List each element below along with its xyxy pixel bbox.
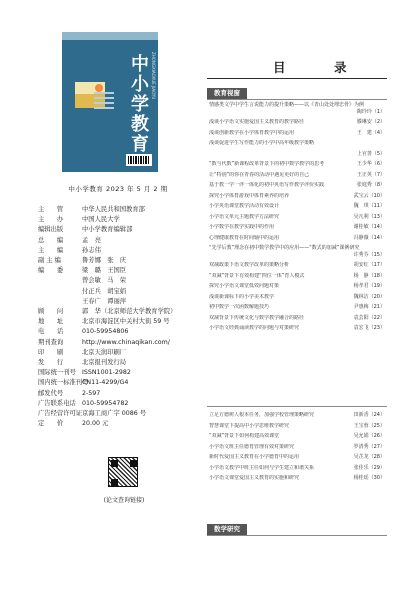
magazine-cover <box>62 32 158 172</box>
info-value: 中国人民大学 <box>82 216 120 224</box>
info-row <box>38 236 208 246</box>
toc-item[interactable] <box>209 193 387 200</box>
info-row <box>38 246 208 256</box>
info-value: 010-59954782 <box>82 399 129 407</box>
info-value: 北京天润印刷厂 <box>82 348 127 356</box>
cover-top-band <box>62 32 158 40</box>
toc-item-author-page: 袁宏飞（23） <box>353 325 385 331</box>
toc-item-title: 浅谈促进学生写作能力的小学中高年级教学策略 <box>209 140 315 146</box>
toc-item-title: “双减”背景下如何构建高效课堂 <box>209 433 280 439</box>
info-label: 编辑出版 <box>38 226 64 234</box>
info-label: 电 话 <box>38 328 64 336</box>
info-label: 期刊查询 <box>38 338 64 346</box>
toc-item[interactable] <box>209 172 387 179</box>
info-row <box>38 297 208 307</box>
info-row <box>38 389 208 399</box>
toc-item[interactable] <box>209 304 387 311</box>
toc-item-title: 浅谈创新教学在小学体育教学中的运用 <box>209 129 295 136</box>
cover-title: 中小学教育 <box>128 54 149 154</box>
toc-item-title: 小学语文班主任德育管理有效对策研究 <box>209 443 295 450</box>
info-label: 主 编 <box>38 246 64 254</box>
toc-item[interactable] <box>209 245 387 258</box>
toc-item-author-page: 谢桂敏（14） <box>353 224 385 230</box>
info-value: 中华人民共和国教育部 <box>82 206 145 213</box>
info-row <box>38 317 208 327</box>
info-value: 京海工商广字 0086 号 <box>82 410 147 418</box>
toc-item-author-page: 杨 静（18） <box>353 272 385 279</box>
cover-pinyin: ZHONGXIAOXUE JIAOYU <box>151 52 156 100</box>
toc-item[interactable] <box>209 130 387 137</box>
toc-item-title: 双减政策下语文教学改革的策略分析 <box>209 262 290 268</box>
toc-item-title: “数与代数”新课程改革背景下的初中数学教学的思考 <box>209 161 325 167</box>
toc-item-author-page: 魏 琪（11） <box>353 203 385 209</box>
toc-item-author-page: 许秀芬（15） <box>353 251 385 258</box>
toc-item-author-page: 袁芸阳（22） <box>353 314 385 321</box>
info-value: http://www.chinaqikan.com/ <box>82 338 170 346</box>
cover-text-lines <box>94 92 114 112</box>
info-row <box>38 348 208 358</box>
toc-item-author-page: 魏林洁（20） <box>353 293 385 300</box>
toc-item[interactable] <box>209 182 387 189</box>
publication-info <box>38 205 208 429</box>
toc-top-rule <box>207 78 387 79</box>
toc-item-title: 基于教一学一评一体化的初中英语写作教学评价实践 <box>209 182 325 188</box>
info-label: 国内统一标准刊号 <box>38 379 89 387</box>
info-row <box>38 205 208 215</box>
toc-item-author-page: 杨孝君（19） <box>353 283 385 289</box>
toc-item-title: “先学后教”理念在初中数学教学中的应用——“数式的加减”课例研究 <box>209 245 360 251</box>
toc-list-education-window <box>209 102 387 332</box>
info-row <box>38 399 208 409</box>
info-label: 发 行 <box>38 359 64 367</box>
toc-item-title: 小学语文单元主题教学方法研究 <box>209 213 280 220</box>
info-row <box>38 225 208 235</box>
toc-item[interactable] <box>209 161 387 168</box>
toc-item-author-page: 王正英（7） <box>356 171 385 178</box>
info-label: 广告联系电话 <box>38 399 76 407</box>
info-row <box>38 215 208 225</box>
toc-item-author-page: 滕琳安（2） <box>356 119 385 125</box>
toc-item[interactable] <box>209 283 387 290</box>
info-value: 2-597 <box>82 389 101 397</box>
toc-item-title: 小学语文经典诵读教学的问题与对策研究 <box>209 325 300 331</box>
toc-item-author-page: 王宝蓉（25） <box>353 422 385 429</box>
toc-list-teaching-management <box>209 412 387 482</box>
info-label <box>38 287 82 297</box>
info-value: 北京报刊发行局 <box>82 359 127 367</box>
toc-item-title: 小学语文教学中班主任如何与学生建立和谐关系 <box>209 464 315 471</box>
toc-item-author-page: 吴芷龙（28） <box>353 454 385 460</box>
qr-code[interactable] <box>108 457 138 487</box>
toc-item-title: 情感类文学中学生言说能力的提升策略——以《青山处处埋忠骨》为例 <box>209 102 365 108</box>
toc-item-author-page <box>385 140 387 147</box>
info-row <box>38 338 208 348</box>
info-row <box>38 378 208 388</box>
toc-item-author-page: 吴允娟（26） <box>353 433 385 439</box>
info-label <box>38 297 82 307</box>
toc-item-title: 新时代爱国主义教育在小学德育中的运用 <box>209 454 300 460</box>
toc-item-title: 立足方德树人根本任务，加强学校管理策略研究 <box>209 412 315 418</box>
qr-caption: (论文查询链接) <box>103 497 145 504</box>
toc-item-author-page: 吴凡利（13） <box>353 213 385 220</box>
toc-item[interactable] <box>209 325 387 332</box>
toc-item[interactable] <box>209 262 387 269</box>
toc-item[interactable] <box>209 151 387 158</box>
info-value: 王春广 谭丽萍 <box>82 297 127 305</box>
info-row <box>38 287 208 297</box>
info-label: 编 委 <box>38 267 64 275</box>
info-row <box>38 276 208 286</box>
toc-item[interactable] <box>209 273 387 280</box>
info-value: 鲁芳娜 张 庆 <box>82 257 127 265</box>
toc-item-title: 小学英语课堂教学活动有效设计 <box>209 203 280 209</box>
info-label: 广告经营许可证 <box>38 410 83 418</box>
toc-title: 目 录 <box>273 60 365 75</box>
toc-item[interactable] <box>209 224 387 231</box>
info-label <box>38 276 82 286</box>
info-row <box>38 327 208 337</box>
info-value: 郭 华（北京师范大学教育学院） <box>82 308 177 316</box>
toc-item-title: 浅谈新课标下的小学美术教学 <box>209 293 275 300</box>
toc-item-title: 浅谈小学语文实施爱国主义教育的教学路径 <box>209 119 305 125</box>
toc-item-author-page: 陶玲玲（1） <box>356 108 385 115</box>
toc-item-title: 探究小学体育游戏中体育素养的培养 <box>209 192 290 199</box>
info-row <box>38 419 208 429</box>
section-header-education-window: 教育视窗 <box>207 88 247 99</box>
info-label: 邮发代号 <box>38 389 64 397</box>
toc-item-title: 让“特别”的你在青春的活动中遇见更好的自己 <box>209 171 310 178</box>
issue-caption: 中小学教育 2023 年 5 月 2 期 <box>68 185 168 193</box>
toc-item[interactable] <box>209 423 387 430</box>
toc-item[interactable] <box>209 235 387 242</box>
toc-item-author-page: 田新香（24） <box>353 412 385 418</box>
toc-item-author-page: 上官善（5） <box>356 150 385 157</box>
toc-item[interactable] <box>209 475 387 482</box>
info-row <box>38 266 208 276</box>
info-value: 010-59954806 <box>82 328 129 336</box>
info-value: 梁 璐 王国臣 <box>82 267 127 275</box>
toc-item-author-page: 罗清秀（27） <box>353 443 385 450</box>
toc-item[interactable] <box>209 203 387 210</box>
info-value: 北京市海淀区中关村大街 59 号 <box>82 318 170 326</box>
info-value: 孟 亮 <box>82 236 101 244</box>
toc-item-author-page: 张佳乐（29） <box>353 464 385 471</box>
info-value: 孙志伟 <box>82 246 101 254</box>
toc-item[interactable] <box>209 444 387 451</box>
toc-item-author-page: 尹惠梅（21） <box>353 304 385 310</box>
toc-item-author-page: 张庭秀（8） <box>356 182 385 188</box>
info-label: 定 价 <box>38 420 64 428</box>
toc-item[interactable] <box>209 465 387 472</box>
info-value: 20.00 元 <box>82 420 109 428</box>
info-label: 顾 问 <box>38 308 64 316</box>
toc-item-author-page: 王少华（6） <box>356 161 385 167</box>
section-header-math-research: 数学研究 <box>207 524 247 535</box>
info-value: CN11-4299/G4 <box>82 379 129 387</box>
info-label: 主 办 <box>38 216 64 224</box>
toc-item[interactable] <box>209 315 387 322</box>
toc-item[interactable] <box>209 294 387 301</box>
toc-item-author-page: 武宝云（10） <box>353 192 385 199</box>
info-value: 付正兵 胡宝娟 <box>82 287 127 295</box>
toc-item-title: 心理健康教育在时间轴中的运用 <box>209 234 280 241</box>
info-label: 总 编 <box>38 236 64 244</box>
info-row <box>38 307 208 317</box>
info-label: 主 管 <box>38 206 64 213</box>
section-rule <box>207 535 387 536</box>
toc-item-author-page: 胡安红（17） <box>353 262 385 268</box>
info-row <box>38 358 208 368</box>
toc-item-title: 小学数学在教学实践中的作用 <box>209 224 275 230</box>
info-row <box>38 368 208 378</box>
toc-item[interactable] <box>209 454 387 461</box>
toc-item[interactable] <box>209 214 387 221</box>
toc-item-title: 双减背景下传统文化与数学教学融合的路径 <box>209 314 305 321</box>
toc-item[interactable] <box>209 140 387 147</box>
info-value: 中小学教育编辑部 <box>82 226 133 234</box>
info-row <box>38 256 208 266</box>
toc-item-title <box>209 151 353 158</box>
toc-item-title: 初中数学一次函数解题技巧 <box>209 304 270 310</box>
info-value: ISSN1001-2982 <box>82 369 131 377</box>
info-label: 国际统一刊号 <box>38 369 76 377</box>
toc-item-author-page: 王 建（4） <box>356 129 385 136</box>
info-label: 地 址 <box>38 318 64 326</box>
info-row <box>38 409 208 419</box>
toc-item[interactable] <box>209 102 387 115</box>
info-label: 印 刷 <box>38 348 64 356</box>
toc-item[interactable] <box>209 412 387 419</box>
toc-item-title: 小学语文课堂爱国主义教育的实施和研究 <box>209 475 300 481</box>
toc-item-title: 探究小学语文课堂低效问题对策 <box>209 283 280 289</box>
info-label: 副 主 编 <box>38 257 61 265</box>
section-rule <box>207 406 387 407</box>
toc-item-author-page: 冯静薇（14） <box>353 234 385 241</box>
toc-item[interactable] <box>209 119 387 126</box>
toc-item[interactable] <box>209 433 387 440</box>
section-rule <box>207 99 387 100</box>
toc-item-title: “双减”背景下有效构建“四位一体”育人模式 <box>209 272 305 279</box>
toc-item-title: 智慧课堂下提高中小学思维教学研究 <box>209 422 290 429</box>
info-value: 曾会敏 马 荣 <box>82 277 127 285</box>
toc-item-author-page: 杨桂瑶（30） <box>353 475 385 481</box>
cover-barcode <box>126 154 152 166</box>
